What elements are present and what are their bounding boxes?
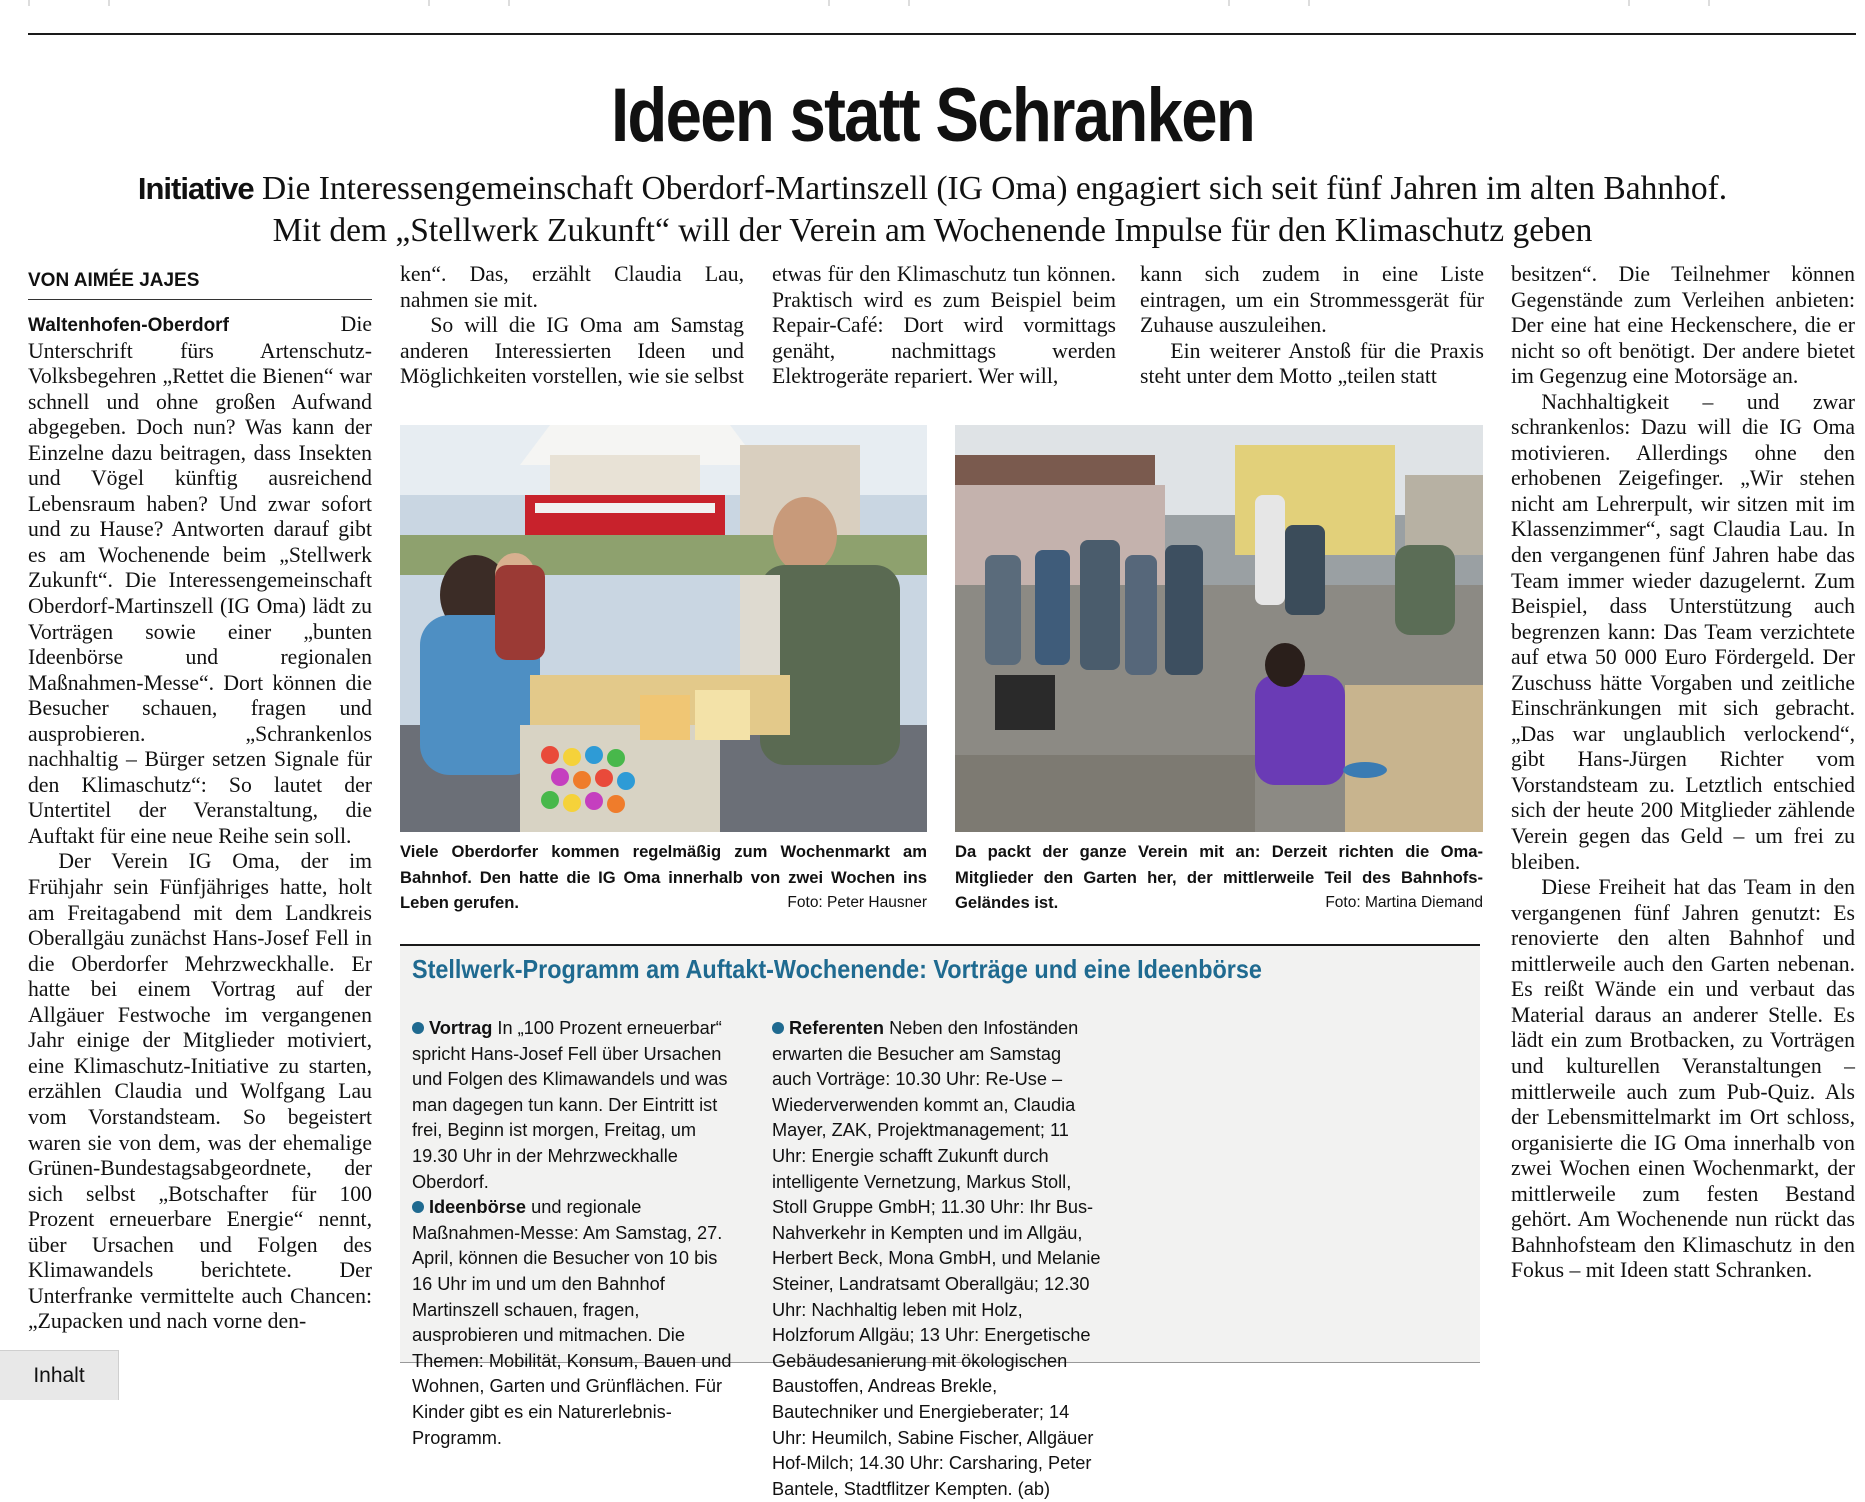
referenten-text: Neben den Infoständen erwarten die Besucher am Samstag auch Vorträge: 10.30 Uhr: Re-Use – Wiederverwenden kommt an, Claudia Mayer, ZAK, Projektmanagement; 11 Uhr: Energie schafft Zukunft durch intelligente Vernetzung, Markus Stoll, Stoll Gruppe GmbH; 11.30 Uhr: Ihr Bus-Nahverkehr in Kempten und im Allgäu, Herbert Beck, Mona GmbH, und Melanie Steiner, Landratsamt Oberallgäu; 12.30 Uhr: Nachhaltig leben mit Holz, Holzforum Allgäu; 13 Uhr: Energetische Gebäudesanierung mit ökologischen Baustoffen, Andreas Brekle, Bautechniker und Energieberater; 14 Uhr: Heumilch, Sabine Fischer, Allgäuer Hof-Milch; 14.30 Uhr: Carsharing, Peter Bantele, Stadtflitzer Kempten. (ab) xyxy=(772,1018,1101,1499)
paragraph: Nachhaltigkeit – und zwar schrankenlos: Dazu will die IG Oma motivieren. Allerdings ohne den erhobenen Zeigefinger. „Wir stehen nicht am Lehrerpult, wir sitzen mit im Klassenzimmer“, sagt Claudia Lau. In den vergangenen fünf Jahren habe das Team immer wieder dazugelernt. Zum Beispiel, dass Unterstützung auch begrenzen kann: Das Team verzichtete auf etwa 50 000 Euro Fördergeld. Der Zuschuss hätte Vorgaben und zeitliche Einschränkungen mit sich gebracht. „Das war unglaublich verlockend“, gibt Hans-Jürgen Richter vom Vorstandsteam zu. Letztlich entschied sich der heute 200 Mitglieder zählende Verein gegen das Geld – um frei zu bleiben. xyxy=(1511,389,1855,874)
paragraph-text: Die Unterschrift fürs Artenschutz-Volksbegehren „Rettet die Bienen“ war schnell und ohne großen Aufwand abgegeben. Doch nun? Was kann der Einzelne dazu beitragen, dass Insekten und Vögel künftig ausreichend Lebensraum haben? Und zwar sofort und zu Hause? Antworten darauf gibt es am Wochenende beim „Stellwerk Zukunft“. Die Interessengemeinschaft Oberdorf-Martinszell (IG Oma) lädt zu Vorträgen sowie einer „bunten Ideenbörse und regionalen Maßnahmen-Messe“. Dort können die Besucher schauen, fragen und ausprobieren. „Schrankenlos nachhaltig – Bürger setzen Signale für den Klimaschutz“: So lautet der Untertitel der Veranstaltung, die Auftakt für eine neue Reihe sein soll. xyxy=(28,312,372,848)
bullet-icon xyxy=(412,1022,424,1034)
article-column-3 xyxy=(772,262,1116,390)
paragraph: Diese Freiheit hat das Team in den vergangenen fünf Jahren genutzt: Es renovierte den alten Bahnhof und mittlerweile auch den Garten nebenan. Es reißt Wände ein und verbaut das Material daraus an anderer Stelle. Es lädt ein zum Brotbacken, zu Vorträgen und kulturellen Veranstaltungen – mittlerweile auch zum Pub-Quiz. Als der Lebensmittelmarkt im Ort schloss, organisierte die IG Oma innerhalb von zwei Wochen einen Wochenmarkt, der mittlerweile zum festen Bestand gehört. Am Wochenende nun rückt das Bahnhofsteam den Klimaschutz in den Fokus – mit Ideen statt Schranken. xyxy=(1511,875,1855,1283)
dateline: Waltenhofen-Oberdorf xyxy=(28,315,229,336)
kicker: Initiative xyxy=(137,171,254,206)
market-photo-image xyxy=(400,425,927,832)
caption-text: Viele Oberdorfer kommen regelmäßig zum Wochenmarkt am Bahnhof. Den hatte die IG Oma innerhalb von zwei Wochen ins Leben gerufen. xyxy=(400,842,927,912)
clipped-previous-text xyxy=(28,0,1856,6)
subheadline xyxy=(0,168,1865,252)
caption-text: Da packt der ganze Verein mit an: Derzeit richten die Oma-Mitglieder den Garten her, der mittlerweile Teil des Bahnhofs-Geländes ist. xyxy=(955,842,1483,912)
paragraph: Der Verein IG Oma, der im Frühjahr sein Fünfjähriges hatte, holt am Freitagabend mit dem Landkreis Oberallgäu zunächst Hans-Josef Fell in die Oberdorfer Mehrzweckhalle. Er hatte bei einem Vortrag auf der Allgäuer Festwoche im vergangenen Jahr einige der Mitglieder motiviert, eine Klimaschutz-Initiative zu starten, erzählen Claudia und Wolfgang Lau vom Vorstandsteam. So begeistert waren sie von dem, was der ehemalige Grünen-Bundestagsabgeordnete, der sich selbst „Botschafter für 100 Prozent erneuerbare Energie“ nennt, über Ursachen und Folgen des Klimawandels berichtete. Der Unterfranke vermittelte auch Chancen: „Zupacken und nach vorne den- xyxy=(28,849,372,1334)
bullet-icon xyxy=(412,1201,424,1213)
subhead-line-2: Mit dem „Stellwerk Zukunft“ will der Verein am Wochenende Impulse für den Klimaschutz geben xyxy=(272,212,1593,249)
vortrag-text: In „100 Prozent erneuerbar“ spricht Hans-Josef Fell über Ursachen und Folgen des Klimawandels und was man dagegen tun kann. Der Eintritt ist frei, Beginn ist morgen, Freitag, um 19.30 Uhr in der Mehrzweckhalle Oberdorf. xyxy=(412,1018,728,1192)
paragraph: kann sich zudem in eine Liste eintragen, um ein Strommessgerät für Zuhause auszuleihen. xyxy=(1140,262,1484,338)
paragraph: So will die IG Oma am Samstag anderen Interessierten Ideen und Möglichkeiten vorstellen, wie sie selbst xyxy=(400,313,744,389)
program-infobox xyxy=(400,944,1480,1499)
article-column-5 xyxy=(1511,262,1855,1284)
label-vortrag: Vortrag xyxy=(429,1018,493,1038)
infobox-column-2 xyxy=(772,1016,1102,1502)
paragraph: ken“. Das, erzählt Claudia Lau, nahmen sie mit. xyxy=(400,262,744,312)
label-referenten: Referenten xyxy=(789,1018,885,1038)
subhead-line-1: Die Interessengemeinschaft Oberdorf-Martinszell (IG Oma) engagiert sich seit fünf Jahren im alten Bahnhof. xyxy=(262,170,1728,207)
paragraph: besitzen“. Die Teilnehmer können Gegenstände zum Verleihen anbieten: Der eine hat eine Heckenschere, die er nicht so oft benötigt. Der andere bietet im Gegenzug eine Motorsäge an. xyxy=(1511,262,1855,389)
article-column-4 xyxy=(1140,262,1484,390)
garden-photo-image xyxy=(955,425,1483,832)
photo-caption-garden xyxy=(955,839,1483,916)
infobox-column-1 xyxy=(412,1016,742,1451)
photo-market xyxy=(400,425,927,832)
infobox-title: Stellwerk-Programm am Auftakt-Wochenende: Vorträge und eine Ideenbörse xyxy=(412,954,1262,984)
byline: VON AIMÉE JAJES xyxy=(28,270,372,300)
photo-garden xyxy=(955,425,1483,832)
photo-credit: Foto: Peter Hausner xyxy=(787,894,927,911)
label-ideenboerse: Ideenbörse xyxy=(429,1197,527,1218)
paragraph: etwas für den Klimaschutz tun können. Praktisch wird es zum Beispiel beim Repair-Café: Dort wird vormittags genäht, nachmittags werden Elektrogeräte repariert. Wer will, xyxy=(772,262,1116,389)
photo-caption-market xyxy=(400,839,927,916)
top-rule xyxy=(28,33,1856,35)
inhalt-button[interactable]: Inhalt xyxy=(0,1350,119,1400)
bullet-icon xyxy=(772,1022,784,1034)
paragraph xyxy=(28,312,372,849)
article-column-2 xyxy=(400,262,744,390)
photo-credit: Foto: Martina Diemand xyxy=(1325,894,1483,911)
headline: Ideen statt Schranken xyxy=(610,73,1255,158)
article-column-1 xyxy=(28,312,372,1335)
paragraph: Ein weiterer Anstoß für die Praxis steht unter dem Motto „teilen statt xyxy=(1140,338,1484,389)
ideenboerse-text: und regionale Maßnahmen-Messe: Am Samstag, 27. April, können die Besucher von 10 bis 16 Uhr im und um den Bahnhof Martinszell schauen, fragen, ausprobieren und mitmachen. Die Themen: Mobilität, Konsum, Bauen und Wohnen, Garten und Grünflächen. Für Kinder gibt es ein Naturerlebnis-Programm. xyxy=(412,1197,732,1448)
